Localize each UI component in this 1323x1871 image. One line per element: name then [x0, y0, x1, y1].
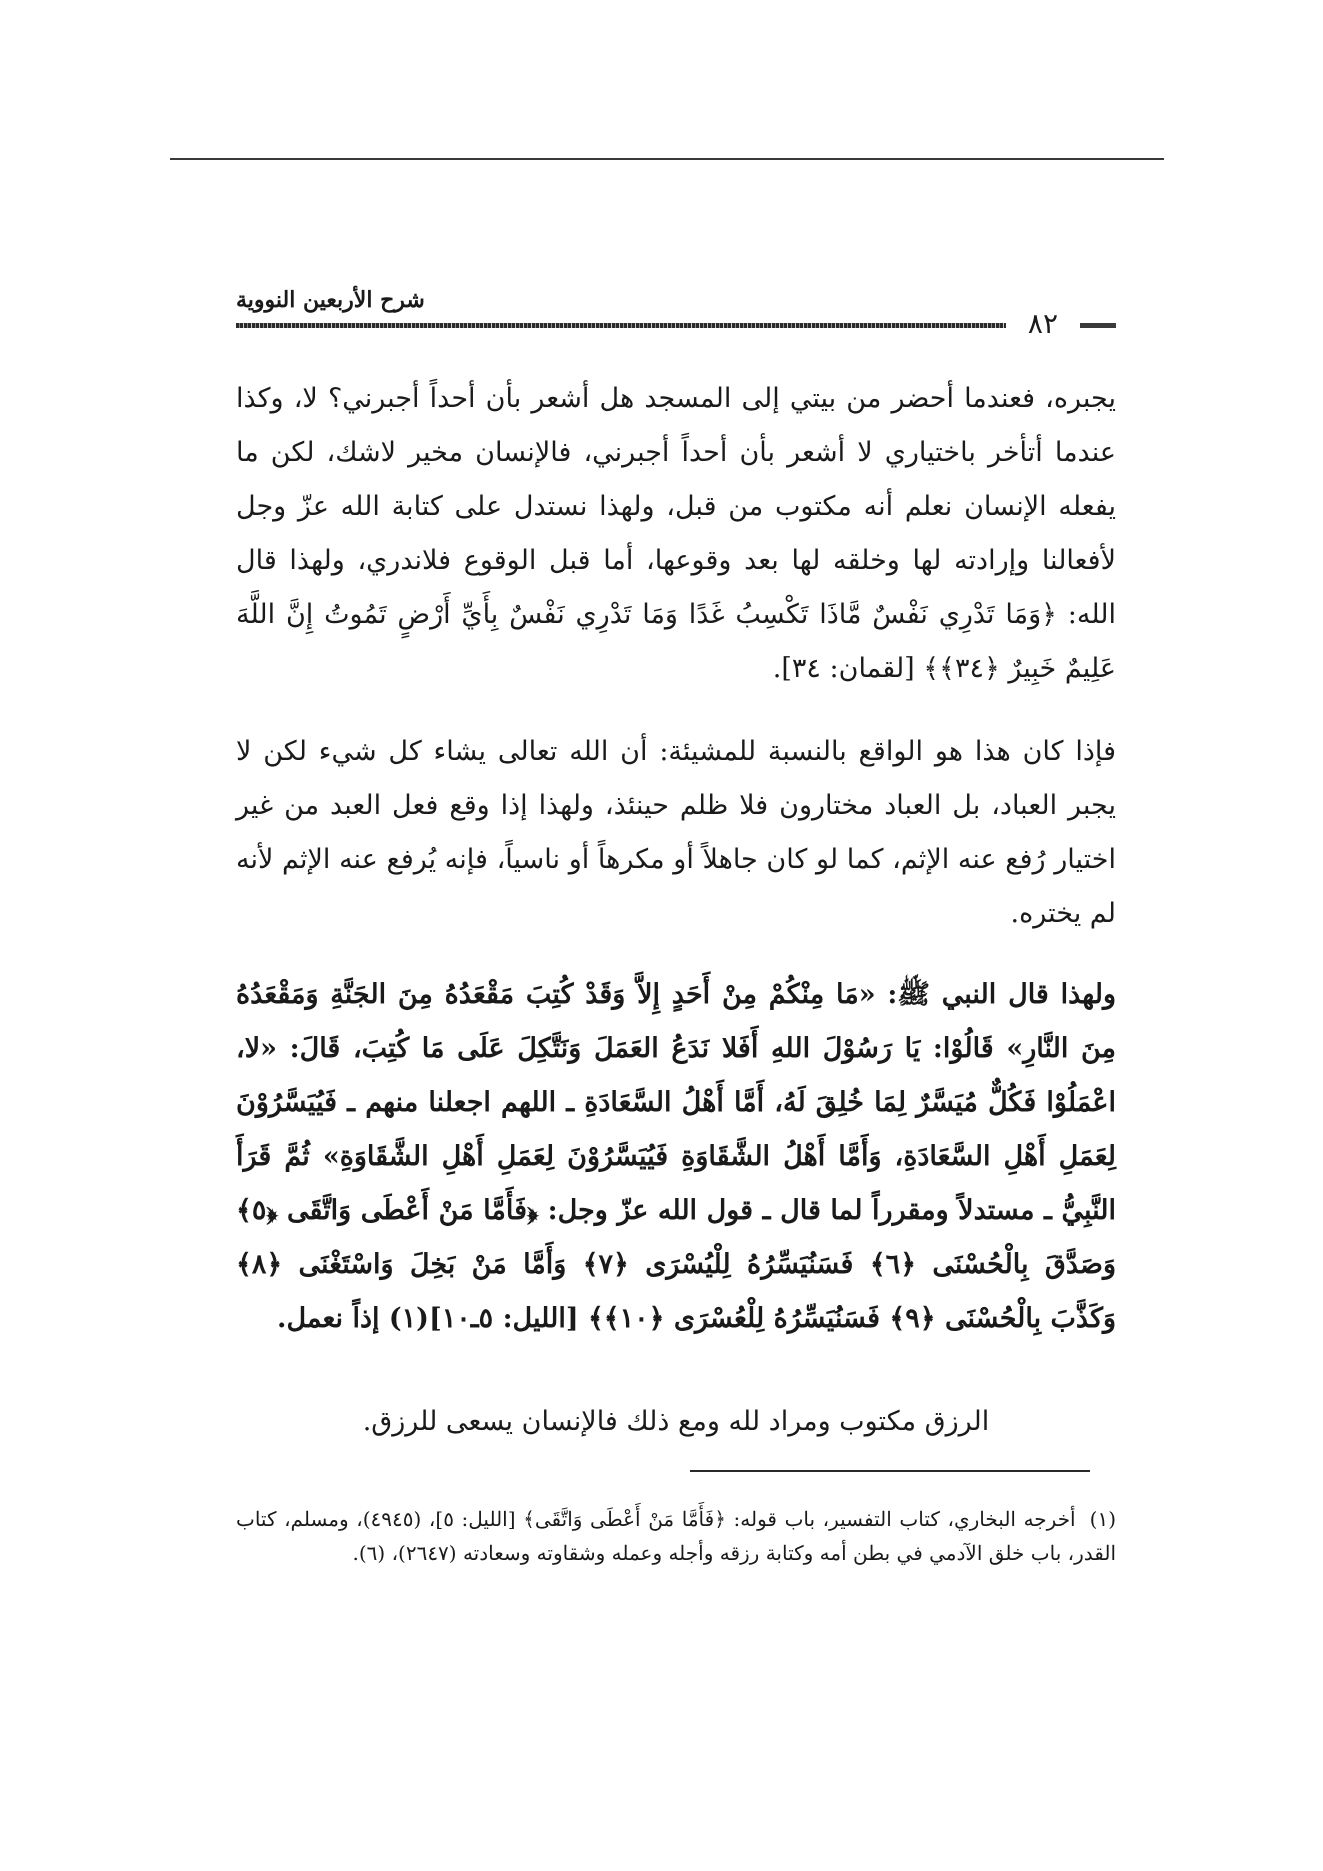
footnote-separator: [690, 1470, 1090, 1472]
page-number: ٨٢: [1027, 307, 1058, 340]
footnote: [236, 1502, 1116, 1570]
book-title: شرح الأربعين النووية: [236, 287, 425, 313]
paragraph-text: ولهذا قال النبي ﷺ: «مَا مِنْكُمْ مِنْ أَحَدٍ إِلاَّ وَقَدْ كُتِبَ مَقْعَدُهُ مِنَ الجَنَّةِ وَمَقْعَدُهُ مِنَ النَّارِ» قَالُوْا: يَا رَسُوْلَ اللهِ أَفَلا نَدَعُ العَمَلَ وَنَتَّكِلَ عَلَى مَا كُتِبَ، قَالَ: «لا، اعْمَلُوْا فَكُلٌّ مُيَسَّرٌ لِمَا خُلِقَ لَهُ، أَمَّا أَهْلُ السَّعَادَةِ ـ اللهم اجعلنا منهم ـ فَيُيَسَّرُوْنَ لِعَمَلِ أَهْلِ السَّعَادَةِ، وَأَمَّا أَهْلُ الشَّقَاوَةِ فَيُيَسَّرُوْنَ لِعَمَلِ أَهْلِ الشَّقَاوَةِ» ثُمَّ قَرَأَ النَّبِيُّ ـ مستدلاً ومقرراً لما قال ـ قول الله عزّ وجل: ﴿فَأَمَّا مَنْ أَعْطَى وَاتَّقَى ﴿٥﴾ وَصَدَّقَ بِالْحُسْنَى ﴿٦﴾ فَسَنُيَسِّرُهُ لِلْيُسْرَى ﴿٧﴾ وَأَمَّا مَنْ بَخِلَ وَاسْتَغْنَى ﴿٨﴾ وَكَذَّبَ بِالْحُسْنَى ﴿٩﴾ فَسَنُيَسِّرُهُ لِلْعُسْرَى ﴿١٠﴾﴾ [الليل: ٥ـ١٠](١) إذاً نعمل.: [236, 979, 1116, 1334]
footnote-text: أخرجه البخاري، كتاب التفسير، باب قوله: ﴿فَأَمَّا مَنْ أَعْطَى وَاتَّقَى﴾ [الليل: ٥]، (٤٩٤٥)، ومسلم، كتاب القدر، باب خلق الآدمي في بطن أمه وكتابة رزقه وأجله وعمله وشقاوته وسعادته (٢٦٤٧)، (٦).: [236, 1507, 1116, 1565]
top-rule: [170, 158, 1164, 160]
running-head: [236, 287, 1116, 347]
body-paragraph-2: [236, 725, 1116, 941]
body-paragraph-1: [236, 372, 1116, 696]
header-ornament-mark: [1080, 323, 1116, 328]
body-paragraph-4: [236, 1395, 1116, 1449]
paragraph-text: يجبره، فعندما أحضر من بيتي إلى المسجد هل أشعر بأن أحداً أجبرني؟ لا، وكذا عندما أتأخر باختياري لا أشعر بأن أحداً أجبرني، فالإنسان مخير لاشك، لكن ما يفعله الإنسان نعلم أنه مكتوب من قبل، ولهذا نستدل على كتابة الله عزّ وجل لأفعالنا وإرادته لها وخلقه لها بعد وقوعها، أما قبل الوقوع فلاندري، ولهذا قال الله: ﴿وَمَا تَدْرِي نَفْسٌ مَّاذَا تَكْسِبُ غَدًا وَمَا تَدْرِي نَفْسٌ بِأَيِّ أَرْضٍ تَمُوتُ إِنَّ اللَّهَ عَلِيمٌ خَبِيرٌ ﴿٣٤﴾﴾ [لقمان: ٣٤].: [236, 383, 1116, 684]
paragraph-text: الرزق مكتوب ومراد لله ومع ذلك فالإنسان يسعى للرزق.: [362, 1406, 990, 1437]
body-paragraph-3: [236, 968, 1116, 1346]
header-ornament-bar: [236, 323, 1006, 328]
footnote-number: (١): [1089, 1507, 1116, 1531]
paragraph-text: فإذا كان هذا هو الواقع بالنسبة للمشيئة: أن الله تعالى يشاء كل شيء لكن لا يجبر العباد، بل العباد مختارون فلا ظلم حينئذ، ولهذا إذا وقع فعل العبد من غير اختيار رُفع عنه الإثم، كما لو كان جاهلاً أو مكرهاً أو ناسياً، فإنه يُرفع عنه الإثم لأنه لم يختره.: [236, 736, 1116, 929]
